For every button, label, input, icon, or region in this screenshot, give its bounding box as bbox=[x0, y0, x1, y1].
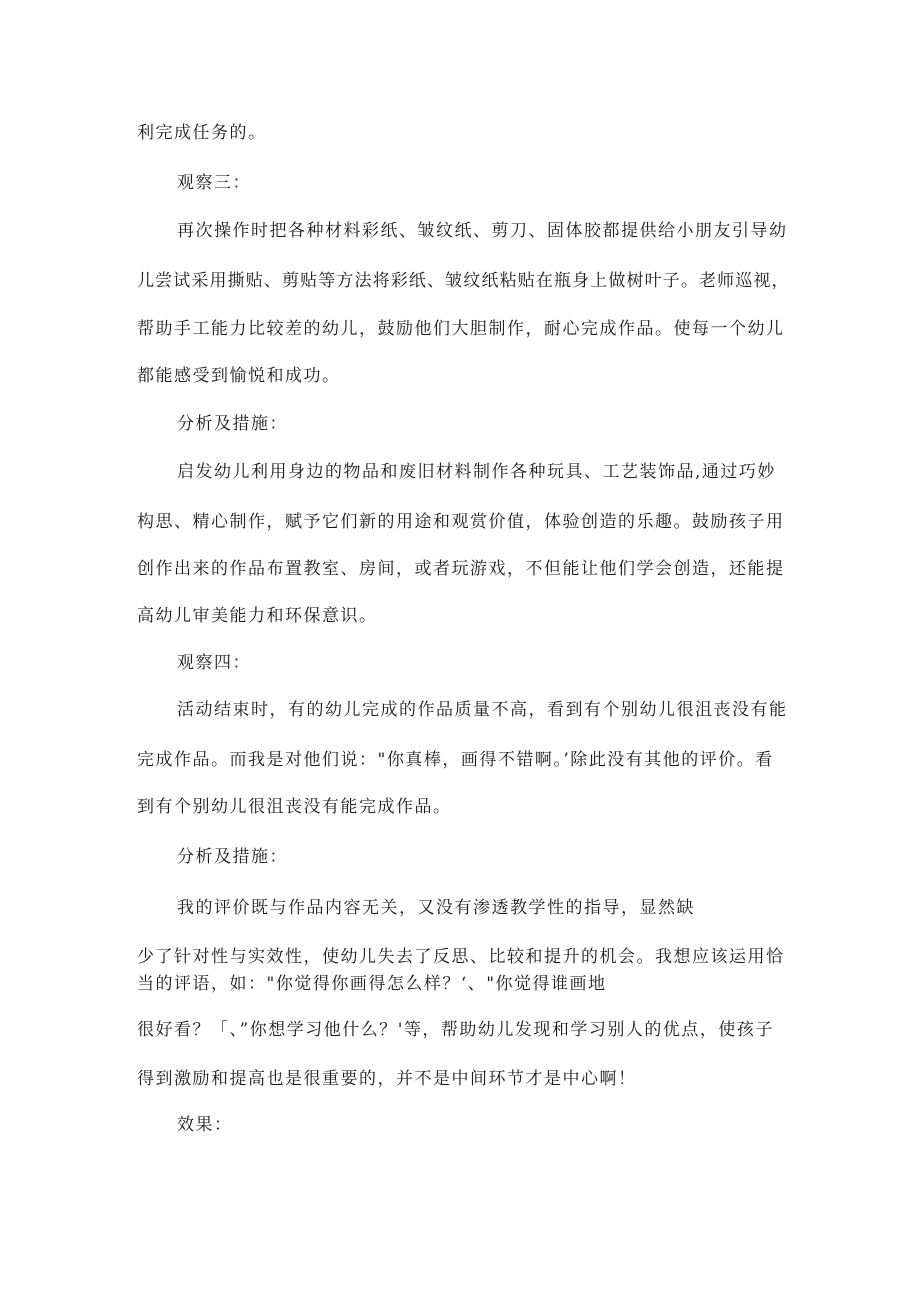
text-line: 儿尝试采用撕贴、剪贴等方法将彩纸、皱纹纸粘贴在瓶身上做树叶子。老师巡视， bbox=[137, 271, 790, 291]
text-line: 高幼儿审美能力和环保意识。 bbox=[137, 606, 378, 626]
section-heading: 分析及措施： bbox=[177, 414, 288, 434]
text-line: 当的评语，如："你觉得你画得怎么样？‘、"你觉得谁画地 bbox=[137, 974, 607, 994]
text-line: 到有个别幼儿很沮丧没有能完成作品。 bbox=[137, 797, 452, 817]
text-line: 启发幼儿利用身边的物品和废旧材料制作各种玩具、工艺装饰品,通过巧妙 bbox=[177, 462, 776, 482]
text-line: 都能感受到愉悦和成功。 bbox=[137, 366, 341, 386]
section-heading: 效果： bbox=[177, 1115, 233, 1135]
text-line: 我的评价既与作品内容无关，又没有渗透教学性的指导，显然缺 bbox=[177, 898, 695, 918]
text-line: 构思、精心制作，赋予它们新的用途和观赏价值，体验创造的乐趣。鼓励孩子用 bbox=[137, 512, 785, 532]
text-line: 很好看？「、”你想学习他什么？'等，帮助幼儿发现和学习别人的优点，使孩子 bbox=[137, 1020, 774, 1040]
section-heading: 观察四： bbox=[177, 653, 251, 673]
text-line: 利完成任务的。 bbox=[137, 123, 267, 143]
text-line: 创作出来的作品布置教室、房间，或者玩游戏，不但能让他们学会创造，还能提 bbox=[137, 559, 785, 579]
text-line: 再次操作时把各种材料彩纸、皱纹纸、剪刀、固体胶都提供给小朋友引导幼 bbox=[177, 221, 788, 241]
section-heading: 分析及措施： bbox=[177, 847, 288, 867]
section-heading: 观察三： bbox=[177, 173, 251, 193]
text-line: 帮助手工能力比较差的幼儿，鼓励他们大胆制作，耐心完成作品。使每一个幼儿 bbox=[137, 319, 785, 339]
text-line: 完成作品。而我是对他们说："你真棒，画得不错啊。’除此没有其他的评价。看 bbox=[137, 750, 774, 770]
text-line: 得到激励和提高也是很重要的，并不是中间环节才是中心啊！ bbox=[137, 1069, 637, 1089]
text-line: 活动结束时，有的幼儿完成的作品质量不高，看到有个别幼儿很沮丧没有能 bbox=[177, 700, 788, 720]
text-line: 少了针对性与实效性，使幼儿失去了反思、比较和提升的机会。我想应该运用恰 bbox=[137, 947, 785, 967]
